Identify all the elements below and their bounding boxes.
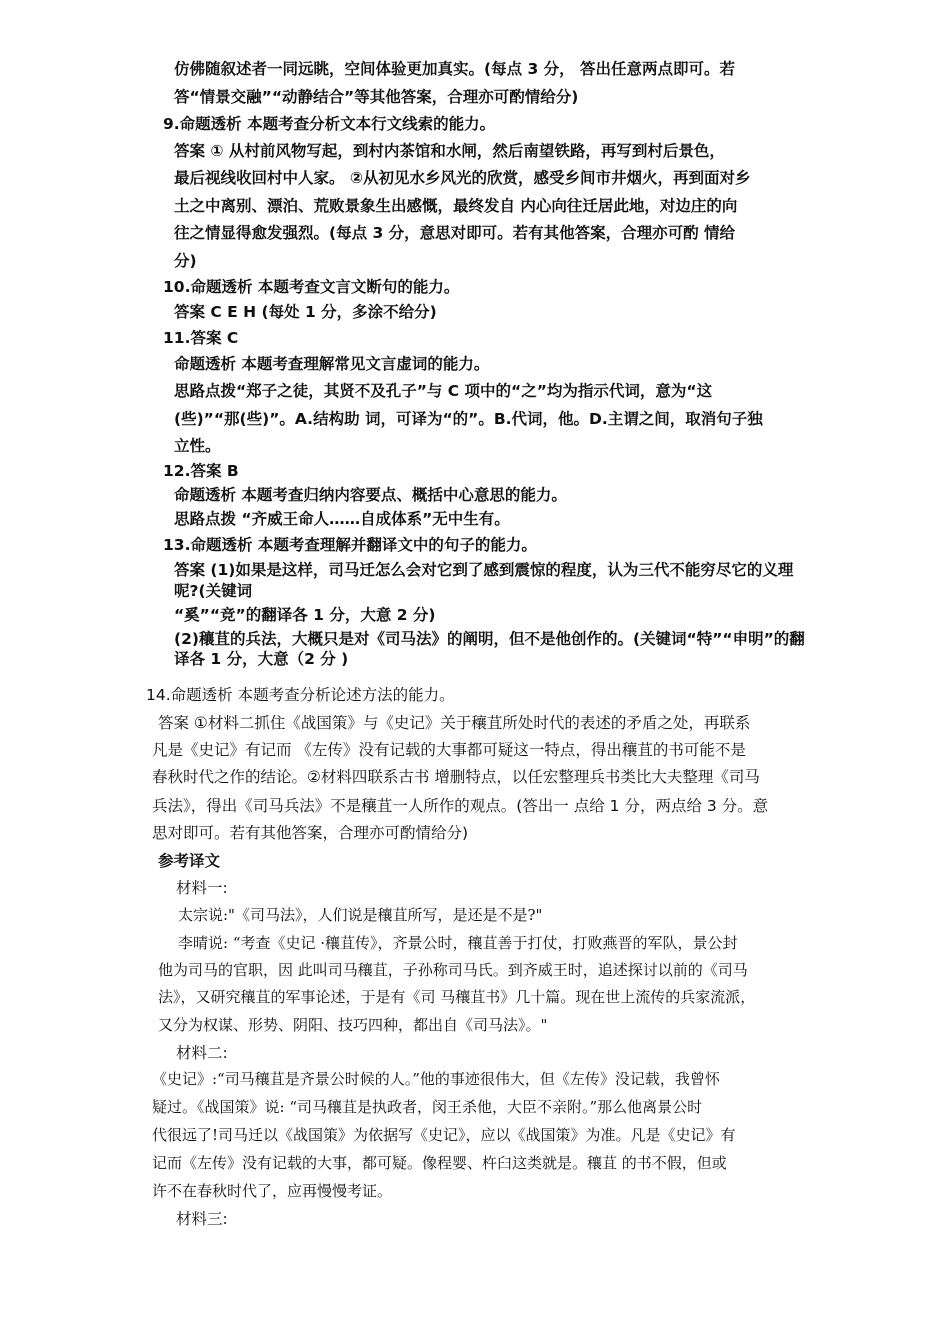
text-line: “奚”“竞”的翻译各 1 分，大意 2 分) [174,606,436,624]
text-line: 许不在春秋时代了，应再慢慢考证。 [152,1182,393,1200]
question-10-heading: 10.命题透析 本题考查文言文断句的能力。 [163,278,460,296]
text-line: (些)”“那(些)”。A.结构助 词，可译为“的”。B.代词，他。D.主谓之间，取消句子独 [174,410,763,428]
text-line: 他为司马的官职，因 此叫司马穰苴，子孙称司马氏。到齐威王时，追述探讨以前的《司马 [158,961,748,979]
material-2-heading: 材料二: [176,1044,228,1062]
text-line: 《史记》:“司马穰苴是齐景公时候的人。”他的事迹很伟大，但《左传》没记载，我曾怀 [152,1070,720,1088]
text-line: 法》，又研究穰苴的军事论述，于是有《司 马穰苴书》几十篇。现在世上流传的兵家流派， [158,988,756,1006]
text-line: 答案 ①材料二抓住《战国策》与《史记》关于穰苴所处时代的表述的矛盾之处，再联系 [158,714,751,732]
text-line: (2)穰苴的兵法，大概只是对《司马法》的阐明，但不是他创作的。(关键词“特”“申明”的翻 [174,630,805,648]
text-line: 思路点拨 “齐威王命人……自成体系”无中生有。 [174,510,510,528]
text-line: 疑过。《战国策》说: “司马穰苴是执政者，闵王杀他，大臣不亲附。”那么他离景公时 [152,1098,703,1116]
text-line: 李晴说: “考查《史记 ·穰苴传》，齐景公时，穰苴善于打仗，打败燕晋的军队，景公封 [178,934,738,952]
text-line: 译各 1 分，大意（2 分 ) [174,650,349,668]
question-13-heading: 13.命题透析 本题考查理解并翻译文中的句子的能力。 [163,536,537,554]
text-line: 最后视线收回村中人家。 ②从初见水乡风光的欣赏，感受乡间市井烟火，再到面对乡 [174,169,751,187]
text-line: 立性。 [174,437,221,455]
text-line: 又分为权谋、形势、阴阳、技巧四种，都出自《司马法》。" [158,1016,548,1034]
text-line: 思路点拨“郑子之徒，其贤不及孔子”与 C 项中的“之”均为指示代词，意为“这 [174,382,713,400]
text-line: 命题透析 本题考查归纳内容要点、概括中心意思的能力。 [174,486,567,504]
text-line: 往之情显得愈发强烈。(每点 3 分，意思对即可。若有其他答案，合理亦可酌 情给 [174,224,736,242]
text-line: 答案 (1)如果是这样，司马迁怎么会对它到了感到震惊的程度，认为三代不能穷尽它的义理 [174,561,794,579]
text-line: 春秋时代之作的结论。②材料四联系古书 增删特点，以任宏整理兵书类比大夫整理《司马 [152,768,760,786]
question-11-heading: 11.答案 C [163,329,239,347]
text-line: 土之中离别、漂泊、荒败景象生出感慨，最终发自 内心向往迁居此地，对边庄的向 [174,197,738,215]
text-line: 答案 C E H (每处 1 分，多涂不给分) [174,303,437,321]
text-line: 呢?(关键词 [174,582,253,600]
question-9-heading: 9.命题透析 本题考查分析文本行文线索的能力。 [163,115,496,133]
text-line: 记而《左传》没有记载的大事，都可疑。像程婴、杵臼这类就是。穰苴 的书不假，但或 [152,1154,727,1172]
text-line: 凡是《史记》有记而 《左传》没有记载的大事都可疑这一特点，得出穰苴的书可能不是 [152,741,746,759]
section-heading-translation: 参考译文 [158,852,221,870]
material-1-heading: 材料一: [176,879,228,897]
question-14-heading: 14.命题透析 本题考查分析论述方法的能力。 [146,686,455,704]
text-line: 命题透析 本题考查理解常见文言虚词的能力。 [174,355,490,373]
text-line: 仿佛随叙述者一同远眺，空间体验更加真实。(每点 3 分， 答出任意两点即可。若 [174,60,736,78]
text-line: 代很远了!司马迁以《战国策》为依据写《史记》，应以《战国策》为准。凡是《史记》有 [152,1126,736,1144]
text-line: 思对即可。若有其他答案，合理亦可酌情给分) [152,824,469,842]
question-12-heading: 12.答案 B [163,462,239,480]
text-line: 兵法》，得出《司马兵法》不是穰苴一人所作的观点。(答出一 点给 1 分，两点给 3 分。意 [152,797,769,815]
material-3-heading: 材料三: [176,1210,228,1228]
text-line: 答“情景交融”“动静结合”等其他答案，合理亦可酌情给分) [174,88,579,106]
text-line: 答案 ① 从村前风物写起，到村内茶馆和水闸，然后南望铁路，再写到村后景色， [174,142,725,160]
text-line: 太宗说:"《司马法》，人们说是穰苴所写，是还是不是?" [178,906,543,924]
text-line: 分) [174,252,197,270]
